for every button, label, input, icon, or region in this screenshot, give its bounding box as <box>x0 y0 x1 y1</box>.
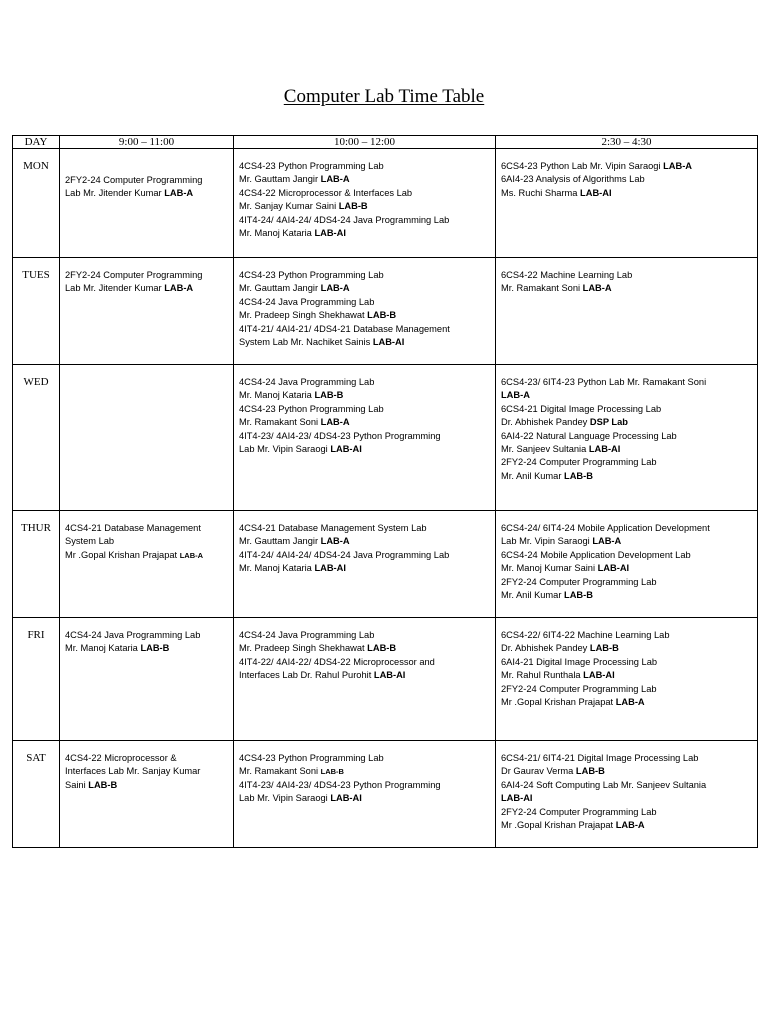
entry-line <box>501 430 754 443</box>
entry-text: 6CS4-24 Mobile Application Development Lab <box>501 549 691 560</box>
entry-text: System Lab <box>65 536 115 547</box>
entry-text: Mr .Gopal Krishan Prajapat <box>501 820 616 831</box>
slot-cell <box>60 618 234 741</box>
entry-text: 4CS4-24 Java Programming Lab <box>239 630 375 640</box>
lab-label: LAB-AI <box>314 563 346 574</box>
lab-label: LAB-AI <box>330 444 362 455</box>
entry-line <box>239 214 492 227</box>
lab-label: LAB-B <box>367 643 397 654</box>
entry-line <box>501 765 754 778</box>
lab-label: LAB-B <box>320 767 344 777</box>
entry-line <box>65 174 230 187</box>
entry-text: 4IT4-22/ 4AI4-22/ 4DS4-22 Microprocessor and <box>239 656 435 667</box>
entry-text: 4CS4-23 Python Programming Lab <box>239 270 384 280</box>
slot-cell <box>496 149 758 258</box>
lab-label: LAB-A <box>320 174 350 185</box>
entry-text: 4IT4-23/ 4AI4-23/ 4DS4-23 Python Programming <box>239 430 441 441</box>
lab-label: LAB-B <box>564 590 593 601</box>
entry-text: 4CS4-24 Java Programming Lab <box>65 630 201 640</box>
entry-text: Interfaces Lab Mr. Sanjay Kumar <box>65 766 201 777</box>
entry-text: Mr. Manoj Kataria <box>239 563 315 574</box>
entry-text: Mr. Gauttam Jangir <box>239 174 321 185</box>
entry-line <box>239 792 492 805</box>
lab-label: LAB-A <box>582 283 612 294</box>
day-cell: MON <box>13 149 60 258</box>
entry-text: Dr. Abhishek Pandey <box>501 643 590 654</box>
entry-line <box>65 642 230 655</box>
slot-cell <box>60 365 234 511</box>
lab-label: LAB-AI <box>501 793 533 804</box>
slot-cell <box>496 511 758 618</box>
entry-text: Dr Gaurav Verma <box>501 766 576 777</box>
lab-label: LAB-B <box>575 766 605 777</box>
entry-line <box>501 779 754 792</box>
entry-text: 4IT4-24/ 4AI4-24/ 4DS4-24 Java Programming Lab <box>239 214 450 225</box>
entry-line <box>501 696 754 709</box>
entry-line <box>239 669 492 682</box>
entry-text: 4IT4-23/ 4AI4-23/ 4DS4-23 Python Programming <box>239 779 441 790</box>
entry-line <box>501 376 754 389</box>
entry-line <box>239 779 492 792</box>
entry-line <box>239 296 492 309</box>
lab-label: LAB-B <box>140 643 170 654</box>
day-cell: WED <box>13 365 60 511</box>
entry-text: 6CS4-22 Machine Learning Lab <box>501 270 633 280</box>
entry-text: 6CS4-22/ 6IT4-22 Machine Learning Lab <box>501 630 670 640</box>
lab-label: LAB-A <box>179 550 204 560</box>
entry-line <box>239 642 492 655</box>
header-day: DAY <box>13 136 60 149</box>
entry-line <box>239 376 492 389</box>
entry-line <box>239 403 492 416</box>
entry-line <box>501 187 754 200</box>
row-wed <box>13 365 758 511</box>
entry-line <box>239 227 492 240</box>
day-cell: THUR <box>13 511 60 618</box>
entry-text: 4CS4-23 Python Programming Lab <box>239 403 384 414</box>
entry-text: 2FY2-24 Computer Programming Lab <box>501 576 657 587</box>
entry-line <box>501 819 754 832</box>
entry-text: Mr. Manoj Kataria <box>239 228 315 239</box>
entry-line <box>501 522 754 535</box>
lab-label: LAB-AI <box>330 793 362 804</box>
entry-line <box>239 173 492 186</box>
entry-line <box>65 522 230 535</box>
entry-line <box>65 765 230 778</box>
lab-label: LAB-AI <box>372 337 405 348</box>
entry-line <box>501 403 754 416</box>
entry-line <box>501 683 754 696</box>
entry-line <box>239 765 492 778</box>
lab-label: LAB-B <box>88 779 118 790</box>
entry-text: Saini <box>65 779 89 790</box>
entry-text: Mr .Gopal Krishan Prajapat <box>65 549 180 560</box>
entry-line <box>239 282 492 295</box>
header-slot-2: 10:00 – 12:00 <box>234 136 496 149</box>
row-thur <box>13 511 758 618</box>
entry-line <box>239 323 492 336</box>
entry-line <box>65 779 230 792</box>
slot-cell <box>234 258 496 365</box>
slot-cell <box>496 618 758 741</box>
entry-text: Interfaces Lab Dr. Rahul Purohit <box>239 670 374 681</box>
entry-line <box>501 269 754 282</box>
entry-text: 4CS4-24 Java Programming Lab <box>239 296 375 307</box>
entry-text: Mr. Pradeep Singh Shekhawat <box>239 643 368 654</box>
lab-label: LAB-A <box>615 820 645 831</box>
lab-label: LAB-AI <box>597 563 630 574</box>
entry-text: 6CS4-21/ 6IT4-21 Digital Image Processing Lab <box>501 753 699 763</box>
entry-text: System Lab Mr. Nachiket Sainis <box>239 337 373 348</box>
lab-label: LAB-AI <box>373 670 406 681</box>
row-fri <box>13 618 758 741</box>
entry-line <box>501 589 754 602</box>
entry-line <box>501 282 754 295</box>
entry-line <box>65 629 230 642</box>
entry-text: Mr .Gopal Krishan Prajapat <box>501 697 616 708</box>
entry-line <box>239 752 492 765</box>
entry-line <box>501 576 754 589</box>
entry-text: Mr. Manoj Kataria <box>65 643 141 654</box>
entry-line <box>501 562 754 575</box>
slot-cell <box>496 741 758 848</box>
entry-line <box>501 389 754 402</box>
entry-text: 2FY2-24 Computer Programming <box>65 175 203 185</box>
entry-text: Dr. Abhishek Pandey <box>501 417 590 428</box>
lab-label: LAB-AI <box>580 187 612 198</box>
header-slot-3: 2:30 – 4:30 <box>496 136 758 149</box>
entry-line <box>65 549 230 562</box>
entry-text: 2FY2-24 Computer Programming Lab <box>501 457 657 468</box>
entry-text: Mr. Gauttam Jangir <box>239 283 321 294</box>
slot-cell <box>234 618 496 741</box>
entry-text: Mr. Gauttam Jangir <box>239 536 321 547</box>
entry-line <box>501 549 754 562</box>
lab-label: LAB-B <box>589 643 619 654</box>
entry-text: 4CS4-22 Microprocessor & Interfaces Lab <box>239 187 413 198</box>
entry-line <box>239 562 492 575</box>
entry-text: 6AI4-23 Analysis of Algorithms Lab <box>501 174 645 185</box>
entry-text: 4CS4-21 Database Management <box>65 523 201 533</box>
slot-cell <box>60 741 234 848</box>
entry-line <box>501 470 754 483</box>
entry-text: Lab Mr. Jitender Kumar <box>65 283 165 294</box>
entry-line <box>501 752 754 765</box>
entry-text: 4CS4-23 Python Programming Lab <box>239 753 384 763</box>
entry-text: Mr. Anil Kumar <box>501 470 565 481</box>
entry-text: 4IT4-24/ 4AI4-24/ 4DS4-24 Java Programming Lab <box>239 549 450 560</box>
slot-cell <box>234 149 496 258</box>
entry-line <box>65 535 230 548</box>
lab-label: LAB-B <box>367 310 397 321</box>
entry-line <box>501 806 754 819</box>
entry-line <box>65 187 230 200</box>
entry-text: Ms. Ruchi Sharma <box>501 187 581 198</box>
entry-text: Mr. Manoj Kumar Saini <box>501 563 598 574</box>
slot-cell <box>496 365 758 511</box>
entry-line <box>239 443 492 456</box>
entry-text: Mr. Sanjeev Sultania <box>501 444 589 455</box>
entry-line <box>501 456 754 469</box>
entry-text: 6CS4-24/ 6IT4-24 Mobile Application Development <box>501 523 710 533</box>
entry-line <box>501 535 754 548</box>
entry-line <box>239 187 492 200</box>
lab-label: LAB-A <box>164 283 194 294</box>
lab-label: LAB-A <box>592 536 622 547</box>
entry-line <box>239 629 492 642</box>
entry-text: 4CS4-21 Database Management System Lab <box>239 523 427 533</box>
header-slot-1: 9:00 – 11:00 <box>60 136 234 149</box>
entry-line <box>239 549 492 562</box>
entry-line <box>239 389 492 402</box>
timetable <box>12 135 758 848</box>
entry-text: 6CS4-23 Python Lab Mr. Vipin Saraogi <box>501 161 664 171</box>
entry-text: Mr. Manoj Kataria <box>239 390 315 401</box>
entry-text: 6CS4-21 Digital Image Processing Lab <box>501 403 662 414</box>
entry-line <box>239 269 492 282</box>
row-mon <box>13 149 758 258</box>
entry-text: 2FY2-24 Computer Programming Lab <box>501 806 657 817</box>
lab-label: LAB-A <box>615 697 645 708</box>
lab-label: LAB-AI <box>583 670 615 681</box>
entry-text: 6AI4-24 Soft Computing Lab Mr. Sanjeev Sultania <box>501 779 707 790</box>
entry-text: 6AI4-21 Digital Image Processing Lab <box>501 656 658 667</box>
entry-line <box>501 173 754 186</box>
entry-text: Mr. Rahul Runthala <box>501 670 584 681</box>
entry-line <box>239 522 492 535</box>
entry-line <box>501 656 754 669</box>
entry-line <box>501 443 754 456</box>
entry-text: 6CS4-23/ 6IT4-23 Python Lab Mr. Ramakant Soni <box>501 377 707 387</box>
day-cell: SAT <box>13 741 60 848</box>
lab-label: LAB-A <box>663 161 693 171</box>
entry-text: 4CS4-24 Java Programming Lab <box>239 377 375 387</box>
entry-line <box>501 642 754 655</box>
entry-line <box>239 416 492 429</box>
slot-cell <box>60 258 234 365</box>
entry-line <box>65 269 230 282</box>
row-tues <box>13 258 758 365</box>
entry-text: Mr. Ramakant Soni <box>239 766 321 777</box>
entry-text: Mr. Pradeep Singh Shekhawat <box>239 310 368 321</box>
entry-line <box>239 430 492 443</box>
lab-label: DSP Lab <box>589 417 628 428</box>
lab-label: LAB-AI <box>314 228 346 239</box>
entry-line <box>239 535 492 548</box>
entry-text: 6AI4-22 Natural Language Processing Lab <box>501 430 677 441</box>
slot-cell <box>234 511 496 618</box>
lab-label: LAB-A <box>320 283 350 294</box>
slot-cell <box>60 149 234 258</box>
entry-text: Mr. Ramakant Soni <box>501 283 583 294</box>
entry-line <box>501 669 754 682</box>
entry-text: Lab Mr. Vipin Saraogi <box>239 793 331 804</box>
entry-line <box>65 282 230 295</box>
entry-line <box>239 309 492 322</box>
entry-text: Mr. Ramakant Soni <box>239 417 321 428</box>
lab-label: LAB-B <box>338 201 368 212</box>
entry-text: 4CS4-23 Python Programming Lab <box>239 161 384 171</box>
entry-text: Mr. Sanjay Kumar Saini <box>239 201 339 212</box>
entry-text: Lab Mr. Vipin Saraogi <box>501 536 593 547</box>
lab-label: LAB-B <box>314 390 344 401</box>
lab-label: LAB-AI <box>588 444 621 455</box>
day-cell: TUES <box>13 258 60 365</box>
entry-line <box>239 160 492 173</box>
entry-line <box>501 416 754 429</box>
entry-line <box>501 629 754 642</box>
lab-label: LAB-A <box>501 390 530 401</box>
day-cell: FRI <box>13 618 60 741</box>
slot-cell <box>60 511 234 618</box>
lab-label: LAB-B <box>564 470 593 481</box>
entry-line <box>239 656 492 669</box>
entry-text: Mr. Anil Kumar <box>501 590 565 601</box>
entry-text: Lab Mr. Vipin Saraogi <box>239 444 331 455</box>
entry-line <box>501 160 754 173</box>
entry-text: 4CS4-22 Microprocessor & <box>65 753 177 763</box>
entry-line <box>239 200 492 213</box>
row-sat <box>13 741 758 848</box>
entry-text: Lab Mr. Jitender Kumar <box>65 188 165 199</box>
entry-line <box>501 792 754 805</box>
entry-text: 2FY2-24 Computer Programming <box>65 270 203 280</box>
slot-cell <box>234 365 496 511</box>
entry-line <box>239 336 492 349</box>
lab-label: LAB-A <box>164 188 194 199</box>
entry-text: 2FY2-24 Computer Programming Lab <box>501 683 657 694</box>
entry-line <box>65 752 230 765</box>
header-row <box>13 136 758 149</box>
lab-label: LAB-A <box>320 417 350 428</box>
lab-label: LAB-A <box>320 536 350 547</box>
entry-text: 4IT4-21/ 4AI4-21/ 4DS4-21 Database Management <box>239 323 450 334</box>
slot-cell <box>234 741 496 848</box>
page-title: Computer Lab Time Table <box>283 86 485 107</box>
slot-cell <box>496 258 758 365</box>
